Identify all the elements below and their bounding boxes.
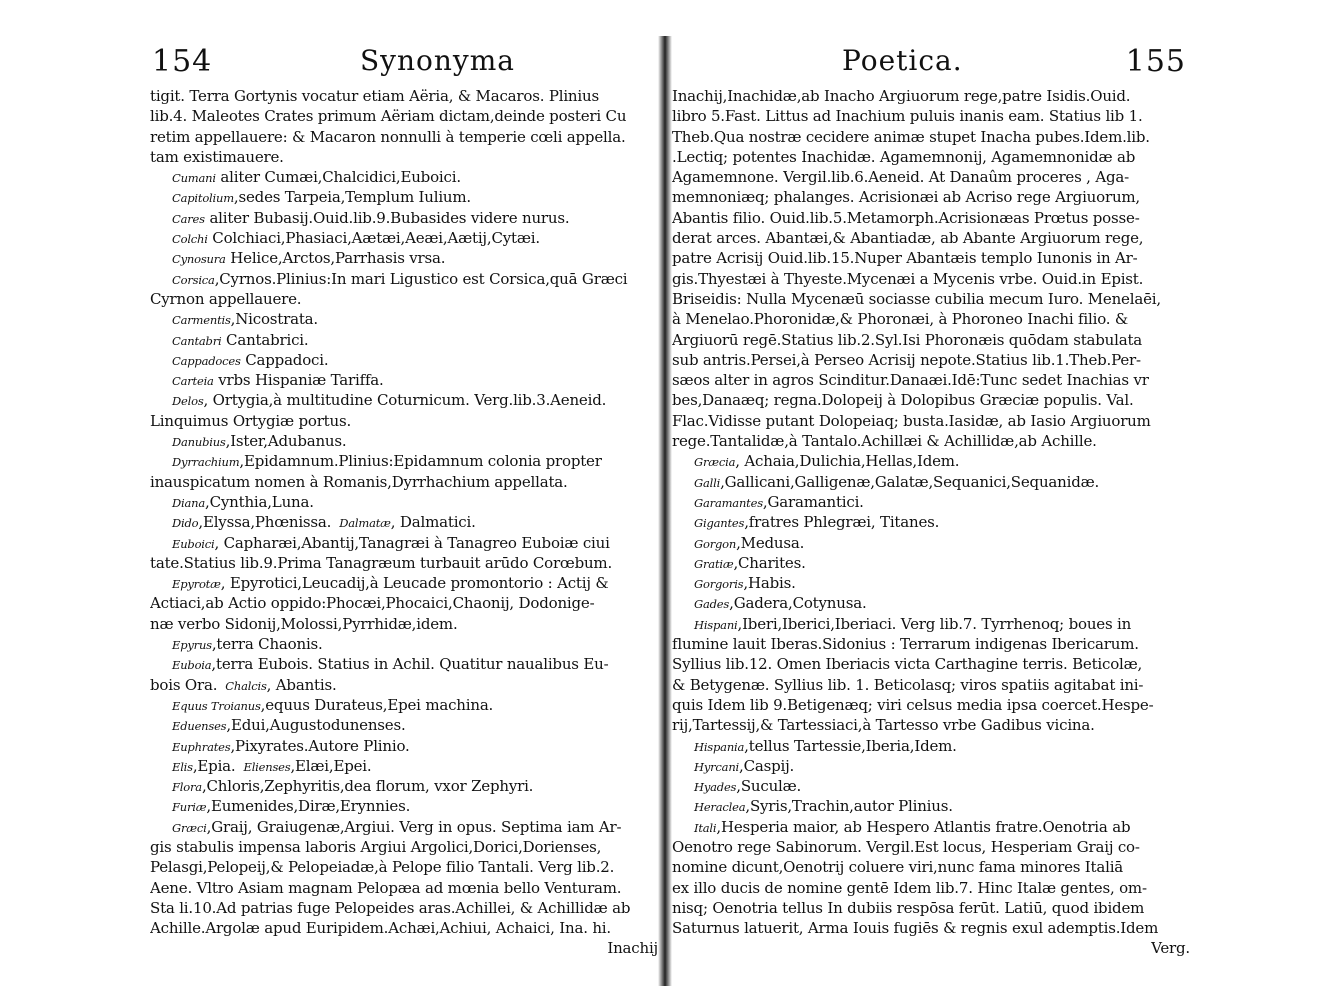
headword: Gades xyxy=(694,597,730,612)
line-text: Sta li.10.Ad patrias fuge Pelopeides aras.Achillei, & Achillidæ ab xyxy=(150,898,631,917)
right-text-line xyxy=(672,289,1190,309)
headword: Diana xyxy=(172,495,206,510)
right-text-line xyxy=(672,431,1190,451)
line-text: Actiaci,ab Actio oppido:Phocæi,Phocaici,Chaonij, Dodonige- xyxy=(150,594,595,613)
left-running-title: Synonyma xyxy=(360,44,515,77)
line-text: ,sedes Tarpeia,Templum Iulium. xyxy=(233,188,471,207)
left-text-line xyxy=(150,228,658,248)
line-text: tate.Statius lib.9.Prima Tanagræum turbauit arūdo Corœbum. xyxy=(150,553,613,572)
right-running-head xyxy=(672,44,1190,84)
left-text-line xyxy=(150,106,658,126)
left-page-number: 154 xyxy=(152,44,213,79)
line-text: ,Syris,Trachin,autor Plinius. xyxy=(745,797,953,816)
right-text-line xyxy=(672,472,1190,492)
right-text-line xyxy=(672,675,1190,695)
headword: Hyrcani xyxy=(694,759,740,774)
right-text-line xyxy=(672,553,1190,573)
line-text: .Lectiq; potentes Inachidæ. Agamemnonij, Agamemnonidæ ab xyxy=(672,147,1136,166)
left-text-line xyxy=(150,289,658,309)
line-text: sæos alter in agros Scinditur.Danaæi.Idē:Tunc sedet Inachias vr xyxy=(672,371,1149,390)
line-text: ,equus Durateus,Epei machina. xyxy=(260,695,494,714)
line-text: ,Chloris,Zephyritis,dea florum, vxor Zephyri. xyxy=(201,777,534,796)
line-text: , Dalmatici. xyxy=(390,513,476,532)
headword: Dalmatæ xyxy=(339,516,391,531)
left-text-line xyxy=(150,918,658,938)
line-text: ,Charites. xyxy=(733,553,806,572)
line-text: aliter Bubasij.Ouid.lib.9.Bubasides videre nurus. xyxy=(204,208,570,227)
right-text-line xyxy=(672,147,1190,167)
right-text-line xyxy=(672,309,1190,329)
left-text-line xyxy=(150,350,658,370)
line-text: næ verbo Sidonij,Molossi,Pyrrhidæ,idem. xyxy=(150,614,458,633)
line-text: Briseidis: Nulla Mycenæū sociasse cubilia mecum Iuro. Menelaēi, xyxy=(672,289,1161,308)
right-text-line xyxy=(672,127,1190,147)
right-text-line xyxy=(672,857,1190,877)
binding-gutter xyxy=(658,36,672,986)
right-running-title: Poetica. xyxy=(842,44,963,77)
line-text: Inachij xyxy=(607,939,658,958)
right-text-line xyxy=(672,330,1190,350)
headword: Gratiæ xyxy=(694,556,734,571)
headword: Euboia xyxy=(172,658,212,673)
left-text-line xyxy=(150,715,658,735)
left-text-line xyxy=(150,776,658,796)
headword: Epyrus xyxy=(172,638,212,653)
right-text-line xyxy=(672,593,1190,613)
line-text: ,Gadera,Cotynusa. xyxy=(729,594,867,613)
headword: Elienses xyxy=(243,759,291,774)
line-text: rege.Tantalidæ,à Tantalo.Achillæi & Achillidæ,ab Achille. xyxy=(672,432,1097,451)
headword: Capitolium xyxy=(172,191,234,206)
line-text: ,Epia. xyxy=(192,756,236,775)
headword: Itali xyxy=(694,820,717,835)
right-text-line xyxy=(672,86,1190,106)
headword: Elis xyxy=(172,759,193,774)
line-text: rij,Tartessij,& Tartessiaci,à Tartesso vrbe Gadibus vicina. xyxy=(672,716,1095,735)
left-text-line xyxy=(150,187,658,207)
left-text-line xyxy=(150,938,658,958)
left-text-line xyxy=(150,512,658,532)
left-text-line xyxy=(150,370,658,390)
left-text-line xyxy=(150,208,658,228)
headword: Hispania xyxy=(694,739,745,754)
line-text: Linquimus Ortygiæ portus. xyxy=(150,411,352,430)
headword: Cumani xyxy=(172,171,216,186)
right-page xyxy=(672,44,1190,984)
headword: Gorgoris xyxy=(694,577,744,592)
line-text: memnoniæq; phalanges. Acrisionæi ab Acriso rege Argiuorum, xyxy=(672,188,1140,207)
left-text-line xyxy=(150,269,658,289)
left-text-line xyxy=(150,451,658,471)
headword: Garamantes xyxy=(694,495,763,510)
line-text: Verg. xyxy=(1151,939,1190,958)
headword: Dido xyxy=(172,516,199,531)
line-text: derat arces. Abantæi,& Abantiadæ, ab Abante Argiuorum rege, xyxy=(672,229,1144,248)
line-text: inauspicatum nomen à Romanis,Dyrrhachium appellata. xyxy=(150,472,568,491)
line-text: Syllius lib.12. Omen Iberiacis victa Carthagine terris. Beticolæ, xyxy=(672,655,1143,674)
left-text-line xyxy=(150,634,658,654)
left-text-line xyxy=(150,878,658,898)
line-text: ,terra Eubois. Statius in Achil. Quatitur naualibus Eu- xyxy=(211,655,609,674)
right-text-line xyxy=(672,776,1190,796)
line-text: Abantis filio. Ouid.lib.5.Metamorph.Acrisionæas Prœtus posse- xyxy=(672,208,1140,227)
line-text: patre Acrisij Ouid.lib.15.Nuper Abantæis templo Iunonis in Ar- xyxy=(672,249,1138,268)
line-text: ,Cyrnos.Plinius:In mari Ligustico est Corsica,quā Græci xyxy=(214,269,628,288)
line-text: nisq; Oenotria tellus In dubiis respōsa ferūt. Latiū, quod ibidem xyxy=(672,898,1145,917)
line-text: ,Habis. xyxy=(743,574,796,593)
line-text: , Abantis. xyxy=(266,675,337,694)
headword: Flora xyxy=(172,780,202,795)
line-text: gis.Thyestæi à Thyeste.Mycenæi a Mycenis vrbe. Ouid.in Epist. xyxy=(672,269,1144,288)
line-text: lib.4. Maleotes Crates primum Aëriam dictam,deinde posteri Cu xyxy=(150,107,627,126)
line-text: Cyrnon appellauere. xyxy=(150,289,302,308)
line-text: ,Gallicani,Galligenæ,Galatæ,Sequanici,Sequanidæ. xyxy=(720,472,1100,491)
left-text-line xyxy=(150,593,658,613)
line-text: Inachij,Inachidæ,ab Inacho Argiuorum rege,patre Isidis.Ouid. xyxy=(672,87,1131,105)
headword: Equus Troianus xyxy=(172,698,261,713)
headword: Græci xyxy=(172,820,207,835)
left-text-line xyxy=(150,248,658,268)
right-text-line xyxy=(672,796,1190,816)
right-text-line xyxy=(672,512,1190,532)
line-text: quis Idem lib 9.Betigenæq; viri celsus media ipsa coercet.Hespe- xyxy=(672,695,1154,714)
right-page-number: 155 xyxy=(1125,44,1186,79)
line-text: Cappadoci. xyxy=(240,350,329,369)
headword: Gorgon xyxy=(694,536,737,551)
headword: Carmentis xyxy=(172,313,231,328)
left-text-line xyxy=(150,614,658,634)
line-text: ,Suculæ. xyxy=(736,777,802,796)
right-text-line xyxy=(672,451,1190,471)
right-text-line xyxy=(672,695,1190,715)
right-text-line xyxy=(672,106,1190,126)
left-text-line xyxy=(150,533,658,553)
right-text-line xyxy=(672,370,1190,390)
line-text: ,Nicostrata. xyxy=(230,310,318,329)
right-text-line xyxy=(672,269,1190,289)
line-text: , Ortygia,à multitudine Coturnicum. Verg.lib.3.Aeneid. xyxy=(203,391,607,410)
line-text: Oenotro rege Sabinorum. Vergil.Est locus, Hesperiam Graij co- xyxy=(672,837,1140,856)
line-text: Colchiaci,Phasiaci,Aætæi,Aeæi,Aætij,Cytæi. xyxy=(207,229,540,248)
line-text: ,Ister,Adubanus. xyxy=(225,432,347,451)
line-text: ,Graij, Graiugenæ,Argiui. Verg in opus. Septima iam Ar- xyxy=(206,817,622,836)
line-text: ,fratres Phlegræi, Titanes. xyxy=(744,513,940,532)
line-text: ex illo ducis de nomine gentē Idem lib.7. Hinc Italæ gentes, om- xyxy=(672,878,1147,897)
line-text: Cantabrici. xyxy=(221,330,309,349)
right-text-line xyxy=(672,715,1190,735)
right-text-line xyxy=(672,350,1190,370)
right-text-block xyxy=(672,86,1190,959)
line-text: Agamemnone. Vergil.lib.6.Aeneid. At Danaûm proceres , Aga- xyxy=(672,168,1129,187)
headword: Cynosura xyxy=(172,252,226,267)
line-text: nomine dicunt,Oenotrij coluere viri,nunc fama minores Italiā xyxy=(672,858,1124,877)
headword: Cappadoces xyxy=(172,353,241,368)
right-text-line xyxy=(672,918,1190,938)
line-text: Saturnus latuerit, Arma Iouis fugiēs & regnis exul ademptis.Idem xyxy=(672,919,1159,938)
headword: Cantabri xyxy=(172,333,222,348)
headword: Delos xyxy=(172,394,204,409)
left-text-line xyxy=(150,573,658,593)
left-text-line xyxy=(150,330,658,350)
line-text: bes,Danaæq; regna.Dolopeij à Dolopibus Græciæ populis. Val. xyxy=(672,391,1134,410)
left-text-line xyxy=(150,553,658,573)
headword: Furiæ xyxy=(172,800,207,815)
right-text-line xyxy=(672,248,1190,268)
right-text-line xyxy=(672,817,1190,837)
right-text-line xyxy=(672,634,1190,654)
right-text-line xyxy=(672,878,1190,898)
line-text: ,Iberi,Iberici,Iberiaci. Verg lib.7. Tyrrhenoq; boues in xyxy=(737,614,1132,633)
line-text: ,Edui,Augustodunenses. xyxy=(226,716,406,735)
left-text-line xyxy=(150,492,658,512)
left-text-line xyxy=(150,472,658,492)
right-text-line xyxy=(672,533,1190,553)
right-text-line xyxy=(672,837,1190,857)
line-text: tigit. Terra Gortynis vocatur etiam Aëria, & Macaros. Plinius xyxy=(150,87,599,105)
left-text-line xyxy=(150,695,658,715)
line-text: ,Caspij. xyxy=(739,756,795,775)
left-text-line xyxy=(150,837,658,857)
left-text-line xyxy=(150,431,658,451)
headword: Eduenses xyxy=(172,719,227,734)
right-text-line xyxy=(672,411,1190,431)
left-text-line xyxy=(150,857,658,877)
line-text: tam existimauere. xyxy=(150,147,284,166)
headword: Cares xyxy=(172,211,205,226)
left-text-line xyxy=(150,898,658,918)
headword: Gigantes xyxy=(694,516,745,531)
line-text: ,Garamantici. xyxy=(762,492,864,511)
headword: Colchi xyxy=(172,232,208,247)
headword: Euphrates xyxy=(172,739,231,754)
right-text-line xyxy=(672,756,1190,776)
right-text-line xyxy=(672,390,1190,410)
right-text-line xyxy=(672,938,1190,958)
right-text-line xyxy=(672,228,1190,248)
left-text-line xyxy=(150,796,658,816)
line-text: ,Medusa. xyxy=(736,533,805,552)
line-text: Argiuorū regē.Statius lib.2.Syl.Isi Phoronæis quōdam stabulata xyxy=(672,330,1143,349)
line-text: Theb.Qua nostræ cecidere animæ stupet Inacha pubes.Idem.lib. xyxy=(672,127,1150,146)
line-text: Helice,Arctos,Parrhasis vrsa. xyxy=(225,249,446,268)
right-text-line xyxy=(672,573,1190,593)
headword: Dyrrachium xyxy=(172,455,240,470)
left-text-line xyxy=(150,147,658,167)
left-text-line xyxy=(150,86,658,106)
line-text: & Betygenæ. Syllius lib. 1. Beticolasq; viros spatiis agitabat ini- xyxy=(672,675,1144,694)
line-text: retim appellauere: & Macaron nonnulli à temperie cœli appella. xyxy=(150,127,626,146)
line-text: ,terra Chaonis. xyxy=(211,635,323,654)
line-text: ,Elæi,Epei. xyxy=(290,756,372,775)
left-text-line xyxy=(150,390,658,410)
line-text: Flac.Vidisse putant Dolopeiaq; busta.Iasidæ, ab Iasio Argiuorum xyxy=(672,411,1151,430)
left-text-line xyxy=(150,654,658,674)
line-text: , Epyrotici,Leucadij,à Leucade promontorio : Actij & xyxy=(220,574,609,593)
headword: Græcia xyxy=(694,455,736,470)
headword: Hispani xyxy=(694,617,738,632)
line-text: gis stabulis impensa laboris Argiui Argolici,Dorici,Dorienses, xyxy=(150,837,602,856)
line-text: à Menelao.Phoronidæ,& Phoronæi, à Phoroneo Inachi filio. & xyxy=(672,310,1129,329)
right-text-line xyxy=(672,614,1190,634)
line-text: ,Eumenides,Diræ,Erynnies. xyxy=(206,797,411,816)
right-text-line xyxy=(672,492,1190,512)
left-text-line xyxy=(150,756,658,776)
right-text-line xyxy=(672,898,1190,918)
right-text-line xyxy=(672,736,1190,756)
line-text: bois Ora. xyxy=(150,675,218,694)
line-text: vrbs Hispaniæ Tariffa. xyxy=(213,371,384,390)
line-text: ,Pixyrates.Autore Plinio. xyxy=(230,736,410,755)
left-text-line xyxy=(150,675,658,695)
right-text-line xyxy=(672,654,1190,674)
left-running-head xyxy=(150,44,658,84)
headword: Galli xyxy=(694,475,721,490)
line-text: aliter Cumæi,Chalcidici,Euboici. xyxy=(215,168,461,187)
line-text: ,tellus Tartessie,Iberia,Idem. xyxy=(744,736,957,755)
line-text: Pelasgi,Pelopeij,& Pelopeiadæ,à Pelope filio Tantali. Verg lib.2. xyxy=(150,858,615,877)
line-text: , Achaia,Dulichia,Hellas,Idem. xyxy=(735,452,960,471)
line-text: flumine lauit Iberas.Sidonius : Terrarum indigenas Ibericarum. xyxy=(672,635,1139,654)
line-text: ,Epidamnum.Plinius:Epidamnum colonia propter xyxy=(239,452,602,471)
headword: Hyades xyxy=(694,780,737,795)
left-text-block xyxy=(150,86,658,959)
left-text-line xyxy=(150,127,658,147)
right-text-line xyxy=(672,208,1190,228)
left-text-line xyxy=(150,817,658,837)
line-text: sub antris.Persei,à Perseo Acrisij nepote.Statius lib.1.Theb.Per- xyxy=(672,350,1141,369)
right-text-line xyxy=(672,167,1190,187)
headword: Corsica xyxy=(172,272,215,287)
left-text-line xyxy=(150,167,658,187)
left-text-line xyxy=(150,736,658,756)
line-text: , Capharæi,Abantij,Tanagræi à Tanagreo Euboiæ ciui xyxy=(214,533,610,552)
line-text: libro 5.Fast. Littus ad Inachium puluis inanis eam. Statius lib 1. xyxy=(672,107,1143,126)
headword: Carteia xyxy=(172,374,214,389)
headword: Euboici xyxy=(172,536,215,551)
line-text: ,Elyssa,Phœnissa. xyxy=(198,513,332,532)
headword: Epyrotæ xyxy=(172,577,221,592)
headword: Danubius xyxy=(172,435,226,450)
line-text: ,Hesperia maior, ab Hespero Atlantis fratre.Oenotria ab xyxy=(716,817,1131,836)
right-text-line xyxy=(672,187,1190,207)
left-text-line xyxy=(150,309,658,329)
line-text: ,Cynthia,Luna. xyxy=(205,492,314,511)
left-text-line xyxy=(150,411,658,431)
headword: Chalcis xyxy=(225,678,267,693)
left-page xyxy=(150,44,658,984)
line-text: Achille.Argolæ apud Euripidem.Achæi,Achiui, Achaici, Ina. hi. xyxy=(150,919,611,938)
headword: Heraclea xyxy=(694,800,746,815)
line-text: Aene. Vltro Asiam magnam Pelopæa ad mœnia bello Venturam. xyxy=(150,878,622,897)
